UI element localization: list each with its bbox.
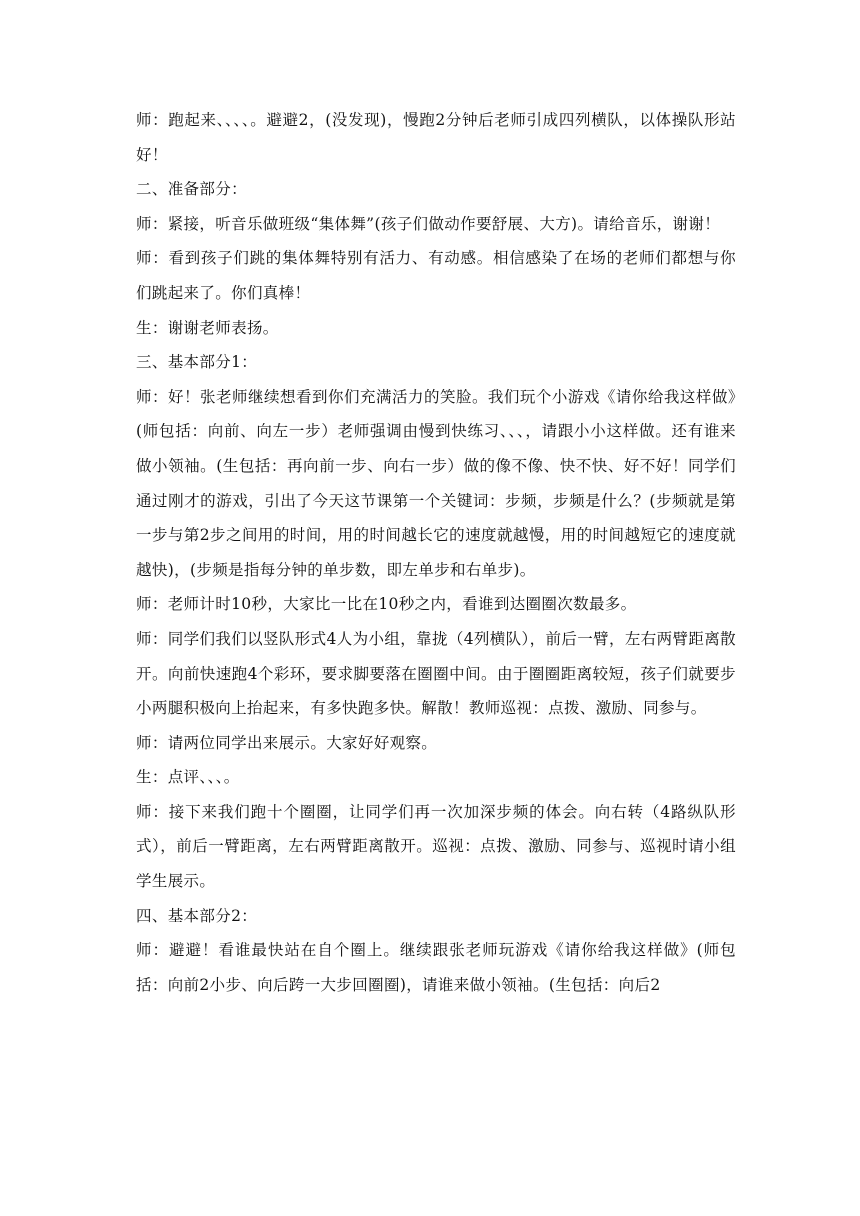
paragraph-12: 师：接下来我们跑十个圈圈，让同学们再一次加深步频的体会。向右转（4路纵队形式），前后一臂距离，左右两臂距离散开。巡视：点拨、激励、同参与、巡视时请小组学生展示。 (136, 802, 736, 891)
section-heading-basic-2: 四、基本部分2： (136, 906, 258, 925)
document-page (136, 103, 736, 1002)
paragraph-8: 师：老师计时10秒，大家比一比在10秒之内，看谁到达圈圈次数最多。 (136, 595, 637, 614)
paragraph-5: 生：谢谢老师表扬。 (136, 318, 279, 337)
paragraph-14: 师：避避！看谁最快站在自个圈上。继续跟张老师玩游戏《请你给我这样做》(师包括：向前2小步、向后跨一大步回圈圈)，请谁来做小领袖。(生包括：向后2 (136, 941, 736, 994)
paragraph-11: 生：点评、、、。 (136, 768, 240, 787)
paragraph-10: 师：请两位同学出来展示。大家好好观察。 (136, 733, 438, 752)
paragraph-1: 师：跑起来、、、、。避避2，(没发现)，慢跑2分钟后老师引成四列横队，以体操队形站好！ (136, 111, 736, 164)
paragraph-7: 师：好！张老师继续想看到你们充满活力的笑脸。我们玩个小游戏《请你给我这样做》(师包括：向前、向左一步）老师强调由慢到快练习、、、，请跟小小这样做。还有谁来做小领袖。(生包括：再向前一步、向右一步）做的像不像、快不快、好不好！同学们通过刚才的游戏，引出了今天这节课第一个关键词：步频，步频是什么？(步频就是第一步与第2步之间用的时间，用的时间越长它的速度就越慢，用的时间越短它的速度就越快)，(步频是指每分钟的单步数，即左单步和右单步)。 (136, 387, 736, 579)
paragraph-9: 师：同学们我们以竖队形式4人为小组，靠拢（4列横队），前后一臂，左右两臂距离散开。向前快速跑4个彩环，要求脚要落在圈圈中间。由于圈圈距离较短，孩子们就要步小两腿积极向上抬起来，有多快跑多快。解散！教师巡视：点拨、激励、同参与。 (136, 629, 736, 718)
paragraph-3: 师：紧接，听音乐做班级“集体舞”(孩子们做动作要舒展、大方)。请给音乐，谢谢！ (136, 214, 721, 233)
section-heading-basic-1: 三、基本部分1： (136, 353, 258, 372)
paragraph-4: 师：看到孩子们跳的集体舞特别有活力、有动感。相信感染了在场的老师们都想与你们跳起来了。你们真棒！ (136, 249, 736, 302)
section-heading-preparation: 二、准备部分： (136, 180, 247, 199)
